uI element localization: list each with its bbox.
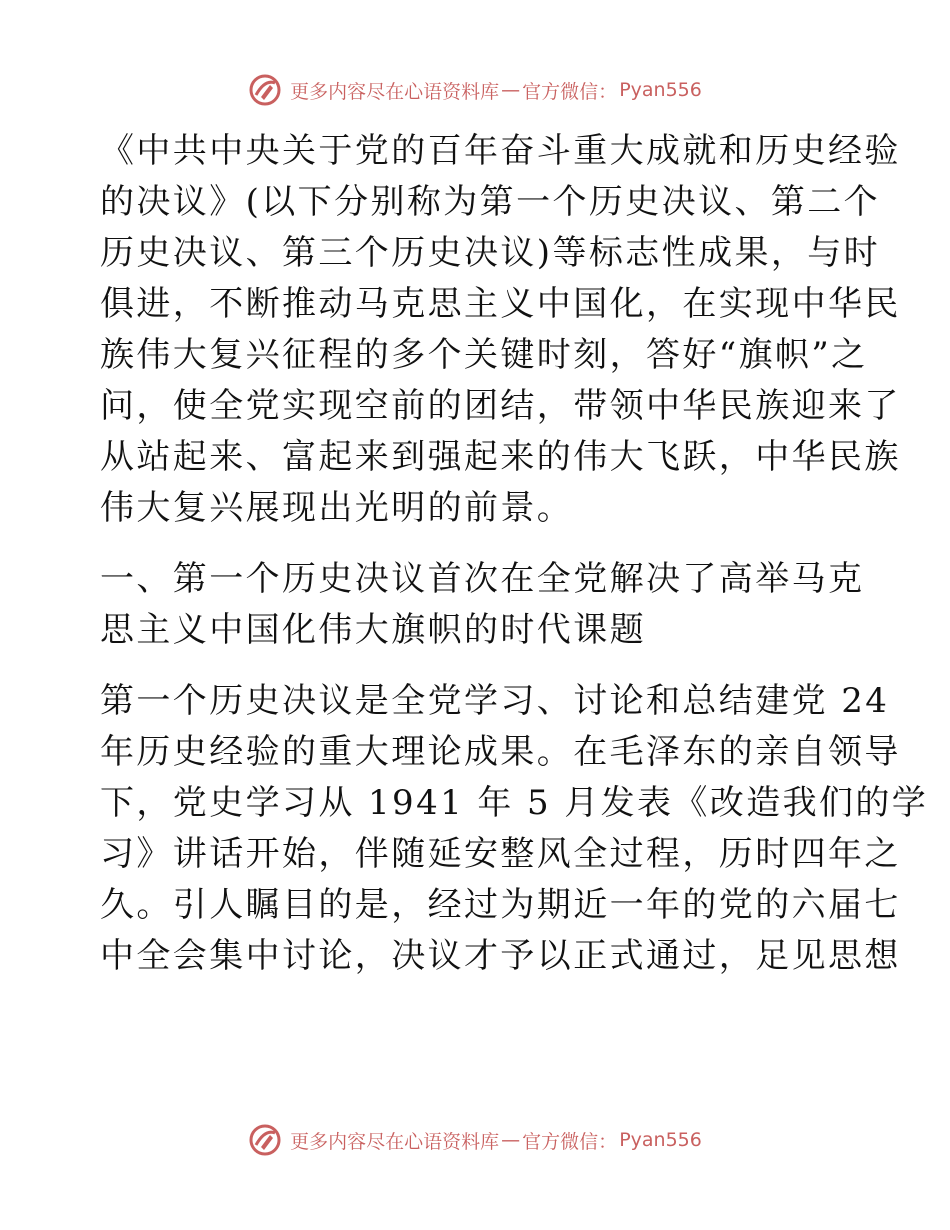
paragraph-gap bbox=[100, 656, 860, 676]
pen-logo-icon bbox=[248, 73, 282, 107]
watermark-separator: — bbox=[501, 1129, 521, 1151]
text-line: 中全会集中讨论，决议才予以正式通过，足见思想 bbox=[100, 936, 901, 976]
text-line: 久。引人瞩目的是，经过为期近一年的党的六届七 bbox=[100, 885, 901, 925]
pen-logo-icon bbox=[248, 1123, 282, 1157]
text-line: 从站起来、富起来到强起来的伟大飞跃，中华民族 bbox=[100, 437, 901, 477]
text-line: 《中共中央关于党的百年奋斗重大成就和历史经验 bbox=[100, 131, 901, 171]
watermark-header bbox=[0, 70, 950, 110]
watermark-wechat-label: 官方微信： bbox=[522, 80, 618, 103]
watermark-main-text: 更多内容尽在心语资料库 bbox=[290, 1130, 500, 1153]
text-line: 第一个历史决议是全党学习、讨论和总结建党 24 bbox=[100, 681, 890, 721]
section-heading bbox=[100, 554, 865, 656]
watermark-separator: — bbox=[501, 79, 521, 101]
heading-line: 一、第一个历史决议首次在全党解决了高举马克 bbox=[100, 559, 865, 599]
document-body bbox=[100, 126, 929, 982]
paragraph-intro bbox=[100, 126, 901, 534]
text-line: 下，党史学习从 1941 年 5 月发表《改造我们的学 bbox=[100, 783, 929, 823]
watermark-main-text: 更多内容尽在心语资料库 bbox=[290, 80, 500, 103]
paragraph-gap bbox=[100, 534, 860, 554]
watermark-wechat-id: Pyan556 bbox=[619, 79, 702, 101]
text-line: 族伟大复兴征程的多个关键时刻，答好“旗帜”之 bbox=[100, 335, 868, 375]
text-line: 习》讲话开始，伴随延安整风全过程，历时四年之 bbox=[100, 834, 901, 874]
paragraph-body bbox=[100, 676, 929, 982]
text-line: 问，使全党实现空前的团结，带领中华民族迎来了 bbox=[100, 386, 901, 426]
watermark-wechat-label: 官方微信： bbox=[522, 1130, 618, 1153]
text-line: 的决议》(以下分别称为第一个历史决议、第二个 bbox=[100, 182, 881, 222]
heading-line: 思主义中国化伟大旗帜的时代课题 bbox=[100, 610, 646, 650]
text-line: 俱进，不断推动马克思主义中国化，在实现中华民 bbox=[100, 284, 901, 324]
text-line: 年历史经验的重大理论成果。在毛泽东的亲自领导 bbox=[100, 732, 901, 772]
watermark-wechat-id: Pyan556 bbox=[619, 1129, 702, 1151]
watermark-footer bbox=[0, 1120, 950, 1160]
text-line: 伟大复兴展现出光明的前景。 bbox=[100, 488, 574, 528]
text-line: 历史决议、第三个历史决议)等标志性成果，与时 bbox=[100, 233, 881, 273]
